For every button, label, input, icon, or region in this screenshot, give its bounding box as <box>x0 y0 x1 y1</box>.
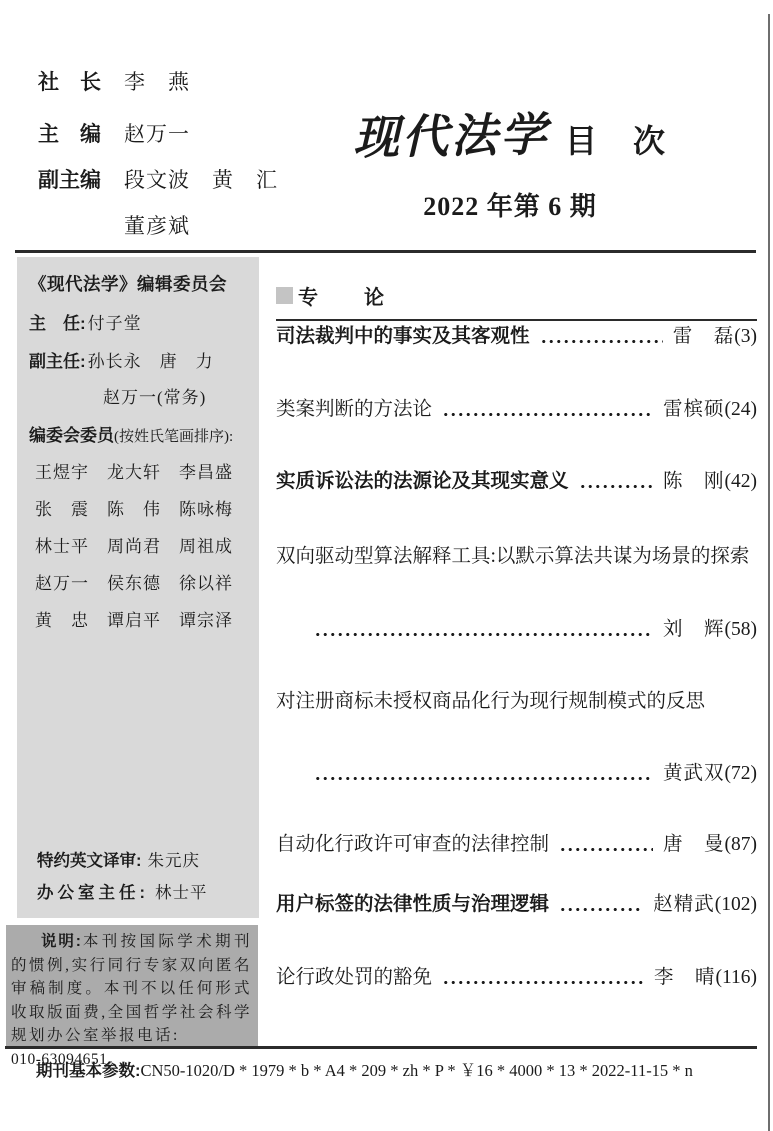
member-name: 张 震 <box>35 500 89 519</box>
member-name: 徐以祥 <box>179 574 233 593</box>
notice-label: 说明: <box>41 933 82 950</box>
article-author: 赵精武 <box>653 894 715 915</box>
dot-leader <box>314 775 653 782</box>
journal-parameters-value: CN50-1020/D * 1979 * b * A4 * 209 * zh * P * ￥16 * 4000 * 13 * 2022-11-15 * n <box>140 1061 693 1080</box>
director-name: 付子堂 <box>87 314 142 333</box>
section-title: 专 论 <box>298 287 386 309</box>
article-page: (24) <box>724 399 757 420</box>
members-row <box>29 458 251 483</box>
masthead-row <box>38 118 190 148</box>
masthead-names: 赵万一 <box>124 122 190 146</box>
member-name: 周尚君 <box>107 537 161 556</box>
toc-entry-continuation <box>276 616 757 644</box>
masthead-role-label: 社 长 <box>38 71 101 94</box>
member-name: 赵万一 <box>35 574 89 593</box>
journal-parameters-label: 期刊基本参数: <box>36 1062 141 1080</box>
dot-leader <box>559 846 653 853</box>
footer-divider <box>5 1046 757 1049</box>
members-row <box>29 569 251 594</box>
title-block <box>345 100 675 223</box>
member-name: 侯东德 <box>107 574 161 593</box>
english-reviewer-label: 特约英文译审: <box>37 852 142 870</box>
toc-entry <box>276 831 757 859</box>
member-name: 谭启平 <box>107 611 161 630</box>
members-row <box>29 606 251 631</box>
toc-entry <box>276 468 757 496</box>
staff-block <box>37 839 251 903</box>
notice-phone: 010-63094651。 <box>11 1050 124 1068</box>
members-sort-note: (按姓氏笔画排序): <box>114 429 234 445</box>
dot-leader <box>559 906 643 913</box>
member-name: 陈咏梅 <box>179 500 233 519</box>
members-label: 编委会委员 <box>29 426 114 445</box>
member-name: 王煜宇 <box>35 463 89 482</box>
editorial-committee-box <box>17 257 259 918</box>
article-page: (58) <box>724 619 757 640</box>
member-name: 林士平 <box>35 537 89 556</box>
masthead-row <box>38 210 190 240</box>
director-label: 主 任: <box>29 314 86 333</box>
article-author: 陈 刚 <box>662 471 725 492</box>
member-name: 黄 忠 <box>35 611 89 630</box>
article-page: (72) <box>724 763 757 784</box>
article-title: 双向驱动型算法解释工具:以默示算法共谋为场景的探索 <box>276 546 750 567</box>
notice-text: 本刊按国际学术期刊的惯例,实行同行专家双向匿名审稿制度。本刊不以任何形式收取版面费,全国哲学社会科学规划办公室举报电话: <box>11 933 252 1044</box>
article-title: 实质诉讼法的法源论及其现实意义 <box>276 471 569 492</box>
masthead-role-label: 主 编 <box>38 123 101 146</box>
masthead-row <box>38 66 190 96</box>
masthead-names: 李 燕 <box>124 70 190 94</box>
toc-entry-continuation <box>276 760 757 788</box>
article-title: 类案判断的方法论 <box>276 399 433 420</box>
issue-label: 2022 年第 6 期 <box>423 192 597 221</box>
journal-title-calligraphy: 现代法学 <box>352 109 550 164</box>
member-name: 李昌盛 <box>179 463 233 482</box>
article-author: 唐 曼 <box>662 834 725 855</box>
article-title: 用户标签的法律性质与治理逻辑 <box>276 894 550 915</box>
office-director-label: 办公室主任: <box>37 884 149 902</box>
header-divider <box>15 250 756 253</box>
article-author: 李 晴 <box>653 967 716 988</box>
dot-leader <box>314 631 653 638</box>
article-author: 刘 辉 <box>662 619 725 640</box>
page-edge-line <box>768 14 770 1131</box>
office-director-name: 林士平 <box>155 883 208 902</box>
member-name: 龙大轩 <box>107 463 161 482</box>
article-page: (3) <box>734 326 757 347</box>
masthead-names: 董彦斌 <box>124 214 190 238</box>
article-page: (102) <box>714 894 757 915</box>
notice-box <box>6 925 258 1068</box>
section-square-icon <box>276 287 293 304</box>
article-author: 雷 磊 <box>672 326 735 347</box>
masthead-names: 段文波 黄 汇 <box>124 168 278 192</box>
deputy-director-names: 赵万一(常务) <box>103 388 207 407</box>
deputy-director-label: 副主任: <box>29 352 86 371</box>
article-author: 黄武双 <box>662 763 725 784</box>
toc-entry <box>276 543 757 571</box>
committee-title: 《现代法学》编辑委员会 <box>29 274 227 294</box>
contents-label: 目 次 <box>564 123 667 159</box>
section-divider <box>276 319 757 321</box>
toc-entry <box>276 396 757 424</box>
dot-leader <box>579 483 653 490</box>
deputy-director-names: 孙长永 唐 力 <box>87 352 214 371</box>
member-name: 周祖成 <box>179 537 233 556</box>
members-row <box>29 532 251 557</box>
section-header <box>276 281 757 310</box>
toc-entry <box>276 688 757 716</box>
members-row <box>29 495 251 520</box>
article-author: 雷槟硕 <box>662 399 725 420</box>
toc-entry <box>276 323 757 351</box>
article-title: 论行政处罚的豁免 <box>276 967 433 988</box>
toc-entry <box>276 964 757 992</box>
article-page: (87) <box>724 834 757 855</box>
dot-leader <box>442 411 653 418</box>
article-title: 司法裁判中的事实及其客观性 <box>276 326 530 347</box>
dot-leader <box>540 338 663 345</box>
article-page: (116) <box>715 967 757 988</box>
article-page: (42) <box>724 471 757 492</box>
member-name: 陈 伟 <box>107 500 161 519</box>
article-title: 对注册商标未授权商品化行为现行规制模式的反思 <box>276 691 706 712</box>
toc-entry <box>276 891 757 919</box>
member-name: 谭宗泽 <box>179 611 233 630</box>
english-reviewer-name: 朱元庆 <box>147 851 200 870</box>
dot-leader <box>442 979 644 986</box>
masthead-row <box>38 164 278 194</box>
contents-column <box>276 281 757 1051</box>
masthead-role-label: 副主编 <box>38 169 101 192</box>
members-grid <box>29 458 251 631</box>
journal-parameters <box>36 1057 693 1081</box>
article-title: 自动化行政许可审查的法律控制 <box>276 834 550 855</box>
